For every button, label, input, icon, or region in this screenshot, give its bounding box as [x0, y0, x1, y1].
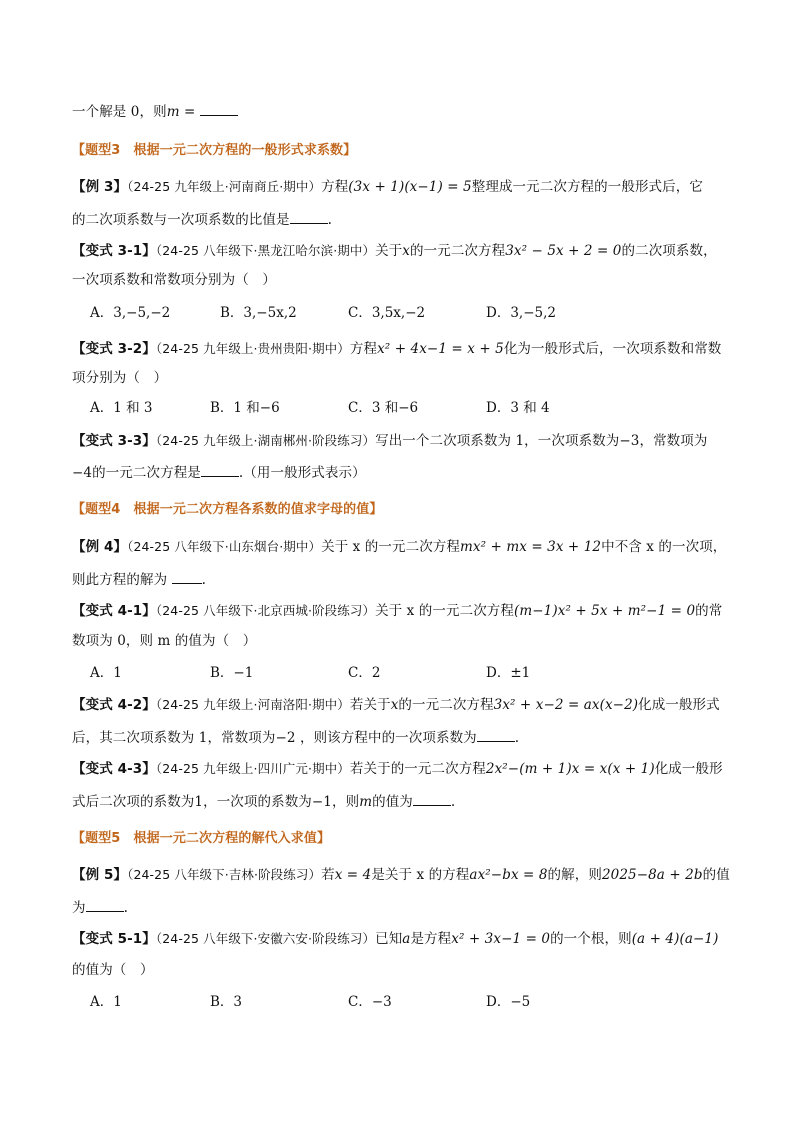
text: 的一元二次方程 [398, 697, 494, 713]
text: 的一个根，则 [550, 931, 632, 947]
text: 则此方程的解为 [72, 572, 168, 588]
variant-3-1-line-1 [72, 241, 732, 261]
question-source: （24-25 九年级上·河南洛阳·期中） [155, 697, 350, 712]
question-source: （24-25 八年级下·安徽六安·阶段练习） [155, 931, 376, 946]
variable: x [390, 697, 399, 713]
text: 已知 [375, 931, 403, 947]
question-tag: 【变式 4-2】 [72, 697, 156, 713]
variant-3-3-line-1 [72, 431, 732, 451]
equation: mx² + mx = 3x + 12 [460, 539, 602, 555]
option-c[interactable]: C．−3 [348, 994, 392, 1010]
text: 的一元二次方程 [410, 243, 506, 259]
equation: 2x²−(m + 1)x = x(x + 1) [485, 761, 655, 777]
expression: (a + 4)(a−1) [631, 931, 719, 947]
option-a[interactable]: A．1 [90, 994, 122, 1010]
text: 为 [72, 900, 86, 916]
answer-blank[interactable] [200, 101, 238, 116]
text: 的二次项系数， [621, 243, 717, 259]
option-a[interactable]: A．3,−5,−2 [90, 305, 171, 321]
answer-blank[interactable] [477, 727, 515, 742]
variable: x [402, 243, 411, 259]
option-b[interactable]: B．1 和−6 [210, 400, 280, 416]
question-source: （24-25 九年级上·湖南郴州·阶段练习） [155, 433, 376, 448]
example-3-line-2 [72, 209, 732, 230]
text: 关于 x 的一元二次方程 [375, 603, 514, 619]
option-d[interactable]: D．3 和 4 [486, 400, 550, 416]
text: 的解，则 [547, 867, 602, 883]
variant-3-2-line-1 [72, 339, 732, 359]
equation: x² + 3x−1 = 0 [451, 931, 551, 947]
text: −4的一元二次方程是 [72, 465, 201, 481]
question-tag: 【变式 3-3】 [72, 433, 156, 449]
variant-5-1-line-2: 的值为（ ） [72, 962, 154, 978]
equation: 3x² + x−2 = ax(x−2) [493, 697, 639, 713]
variant-4-1-line-2: 数项为 0，则 m 的值为（ ） [72, 633, 257, 649]
question-source: （24-25 九年级上·河南商丘·期中） [127, 179, 322, 194]
example-5-line-1 [72, 865, 732, 885]
text: 的二次项系数与一次项系数的比值是 [72, 212, 290, 228]
text: 方程 [321, 179, 349, 195]
text: . [514, 730, 520, 746]
variant-3-2-line-2: 项分别为（ ） [72, 370, 168, 386]
section-heading-3: 【题型3 根据一元二次方程的一般形式求系数】 [72, 143, 357, 158]
variant-4-2-line-2 [72, 727, 732, 748]
equation: x² + 4x−1 = x + 5 [377, 341, 504, 357]
question-tag: 【变式 3-1】 [72, 243, 156, 259]
answer-blank[interactable] [413, 791, 451, 806]
question-tag: 【变式 3-2】 [72, 341, 156, 357]
example-3-line-1 [72, 177, 732, 197]
option-c[interactable]: C．3 和−6 [348, 400, 419, 416]
text: 若 [321, 867, 335, 883]
question-source: （24-25 八年级下·吉林·阶段练习） [127, 867, 322, 882]
text: . [201, 572, 207, 588]
text: 化为一般形式后，一次项系数和常数 [503, 341, 722, 357]
answer-blank[interactable] [86, 897, 124, 912]
text: 若关于 [349, 697, 391, 713]
equation: 3x² − 5x + 2 = 0 [505, 243, 622, 259]
text: 整理成一元二次方程的一般形式后，它 [471, 179, 703, 195]
text: 若关于的一元二次方程 [349, 761, 486, 777]
option-d[interactable]: D．±1 [486, 665, 531, 681]
answer-blank[interactable] [201, 462, 239, 477]
text: 一个解是 0，则 [72, 104, 167, 120]
variable: a [402, 931, 411, 947]
continued-text [72, 101, 732, 122]
question-source: （24-25 八年级下·北京西城·阶段练习） [155, 603, 376, 618]
question-tag: 【变式 4-1】 [72, 603, 156, 619]
example-5-line-2 [72, 897, 732, 918]
option-b[interactable]: B．3 [210, 994, 243, 1010]
text: 是方程 [410, 931, 452, 947]
equation: (m−1)x² + 5x + m²−1 = 0 [514, 603, 696, 619]
question-tag: 【例 3】 [72, 179, 128, 195]
question-tag: 【例 5】 [72, 867, 128, 883]
variable: m [359, 794, 373, 810]
text: 中不含 x 的一次项， [601, 539, 727, 555]
text: 化成一般形式 [638, 697, 720, 713]
variant-3-1-line-2: 一次项系数和常数项分别为（ ） [72, 272, 276, 288]
section-heading-5: 【题型5 根据一元二次方程的解代入求值】 [72, 831, 331, 846]
question-source: （24-25 八年级下·山东烟台·期中） [127, 539, 322, 554]
example-4-line-2 [72, 569, 732, 590]
question-source: （24-25 九年级上·贵州贵阳·期中） [155, 341, 350, 356]
variant-5-1-line-1 [72, 929, 732, 949]
text: 是关于 x 的方程 [371, 867, 470, 883]
question-tag: 【变式 5-1】 [72, 931, 156, 947]
text: . [123, 900, 129, 916]
text: . [450, 794, 456, 810]
text: 的值为 [372, 794, 413, 810]
option-d[interactable]: D．3,−5,2 [486, 305, 556, 321]
text: 关于 [375, 243, 403, 259]
text: 的常 [695, 603, 723, 619]
answer-blank[interactable] [172, 569, 202, 584]
text: 写出一个二次项系数为 1，一次项系数为−3，常数项为 [375, 433, 708, 449]
question-source: （24-25 八年级下·黑龙江哈尔滨·期中） [155, 243, 376, 258]
variant-4-1-line-1 [72, 601, 732, 621]
math-expression: m = [166, 104, 196, 120]
text: 关于 x 的一元二次方程 [321, 539, 460, 555]
option-a[interactable]: A．1 [90, 665, 122, 681]
text: 方程 [349, 341, 378, 357]
variant-3-3-line-2 [72, 462, 732, 483]
equation: ax²−bx = 8 [469, 867, 548, 883]
variant-4-3-line-1 [72, 759, 732, 779]
expression: 2025−8a + 2b [601, 867, 703, 883]
question-tag: 【变式 4-3】 [72, 761, 156, 777]
example-4-line-1 [72, 537, 732, 557]
equation: (3x + 1)(x−1) = 5 [348, 179, 472, 195]
text: 式后二次项的系数为1，一次项的系数为−1，则 [72, 794, 360, 810]
option-b[interactable]: B．3,−5x,2 [220, 305, 297, 321]
option-b[interactable]: B．−1 [210, 665, 254, 681]
section-heading-4: 【题型4 根据一元二次方程各系数的值求字母的值】 [72, 502, 383, 517]
question-source: （24-25 九年级上·四川广元·期中） [155, 761, 350, 776]
option-a[interactable]: A．1 和 3 [90, 400, 153, 416]
variant-4-2-line-1 [72, 695, 732, 715]
text: .（用一般形式表示） [238, 465, 366, 481]
option-c[interactable]: C．3,5x,−2 [348, 305, 426, 321]
variant-4-3-line-2 [72, 791, 732, 812]
text: 的值 [702, 867, 730, 883]
text: . [327, 212, 333, 228]
option-d[interactable]: D．−5 [486, 994, 531, 1010]
option-c[interactable]: C．2 [348, 665, 381, 681]
answer-blank[interactable] [290, 209, 328, 224]
question-tag: 【例 4】 [72, 539, 128, 555]
equation: x = 4 [334, 867, 372, 883]
text: 化成一般形 [654, 761, 723, 777]
text: 后，其二次项系数为 1，常数项为−2 ，则该方程中的一次项系数为 [72, 730, 477, 746]
